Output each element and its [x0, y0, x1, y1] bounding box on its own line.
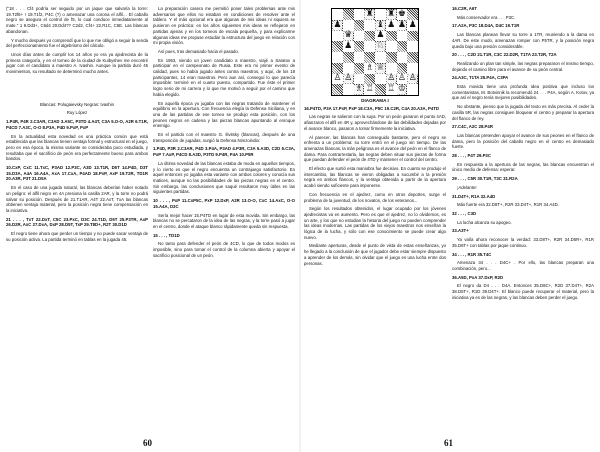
- board-square: [386, 84, 397, 95]
- paragraph: Ya valía ahora reconocer la verdad: 33.D8T+, R2R 34.D5R+, R1R 35.D8T+ con tablas por jaque continuo.: [452, 237, 594, 248]
- board-square: [375, 52, 386, 63]
- board-square: [375, 20, 386, 31]
- paragraph: Unos días antes de cumplir los 14 años yo era ya ajedrecista de la primera categoría, y en el torneo de la ciudad de Kuibyshev me encontré jugar con el candidato a maestro A. Ivashin. Aunque la partida duró 45 movimientos, su resultado se determinó mucho antes.: [6, 51, 148, 75]
- paragraph: No obstante, pienso que la jugada del texto es más precisa. Al ceder la casilla 5R, las negras consiguen bloquear el centro y preparar la apertura del flanco de rey.: [452, 104, 594, 121]
- move-notation: 1.P4R, P4R 2.C3AR, C3AD 3.A5C, P3TD 4.A4T, C3A 5.O-O, A2R 6.T1R, P4CD 7.A3C, O-O 8.P3A, P4D 9.PxP, PxP: [6, 119, 148, 130]
- right-page-column-2: [452, 6, 594, 436]
- board-square: [364, 74, 375, 85]
- chess-piece: ♗: [365, 62, 374, 73]
- chess-piece: ♖: [387, 84, 396, 95]
- paragraph: La preparación casera me permitió poner tales problemas ante mis adversarios que ellos no estaban en condiciones de resolver ante el tablero. Y el más opcional era que algunas de mis ideas ni siquiera se pusieron en práctica: en los años siguientes mis ideas se reflejaron en partidas ajenas y en los torneos de escala pequeña, y para explicarme algunas ideas me propuse estudiar la estructura del juego en relación con mi propia visión.: [153, 6, 295, 46]
- paragraph: Y mucho después yo comprendí que lo que me obligó a seguir la senda del perfeccionamiento fue el algebrismo del cálculo.: [6, 37, 148, 49]
- board-square: [343, 84, 354, 95]
- board-square: [354, 20, 365, 31]
- paragraph: Al parecer, las blancas han conseguido bastante, pero el negro se enfrenta a un problema: su torre entró en el juego sin tiempo. De las amenazas blancas, la más peligrosa es el avance del peón en el flanco de dama. Para contrarrestarla, las negras deben situar sus piezas de forma que puedan defender el peón de 4TD y mantener el control del centro.: [304, 134, 446, 163]
- paragraph: No tanto para defender el peón de 4CD, lo que de todos modos es imposible, sino para tomar el control de la columna abierta y apoyar el sacrificio posicional de un peón.: [153, 241, 295, 258]
- paragraph: El efecto que surtió esta maniobra fue decisivo. En cuanto se produjo el intercambio, las blancas se vieron obligadas a sucumbir a la presión negra en ambos flancos, y la ventaja obtenida a partir de la apertura acabó siendo suficiente para imponerse.: [304, 166, 446, 189]
- page-number-right: 61: [444, 438, 453, 448]
- board-square: [364, 63, 375, 74]
- board-square: [375, 63, 386, 74]
- board-square: [343, 41, 354, 52]
- board-square: [397, 84, 408, 95]
- board-square: [354, 84, 365, 95]
- move-notation: 20 . . . , C2D 21.T1R, C3C 22.D2R, T1TA 23.T2R, T2A: [452, 52, 557, 58]
- board-square: [397, 41, 408, 52]
- paragraph: Realizando un plan tan simple, las negras prepararon el mismo tiempo, dejando el camino libre para el avance de su peón central.: [452, 60, 594, 72]
- chess-piece: ♟: [333, 19, 342, 30]
- board-square: [332, 74, 343, 85]
- paragraph: Mediante aperturas, desde el punto de vista de estas enseñanzas, yo he llegado a la conclusión de que el jugador debe estar siempre dispuesto a aprender de los demás, sin olvidar que el juego es una lucha entre dos personas.: [304, 243, 446, 266]
- board-square: [386, 9, 397, 20]
- left-page-column-2: [153, 6, 295, 436]
- board-square: [397, 20, 408, 31]
- board-square: [354, 74, 365, 85]
- paragraph: El negro da D4 . . . D4A. Entonces 35.D8C+, R2D 37.D4T+, R2A 38.D5T+, R1D 39.D4T+. El blanco puede recuperar el material, pero la iniciativa ya es de las negras, y las blancas deben perder el juego.: [452, 283, 594, 300]
- paragraph: El negro tiene ahora que perder un tiempo y no puede sacar ventaja de su posición activa. La partida terminó en tablas en la jugada 45.: [6, 231, 148, 242]
- board-square: [407, 41, 418, 52]
- chess-piece: ♙: [387, 73, 396, 84]
- paragraph: ("18 . . . Cf4 podría ser seguido por un jaque que salvaría la torre: 19.T2f6+ ! 19.T1f2, P4C (?) o amenazar una corona el alfil… El caballo negro se asegura el control de f5, lo cual conduce inmediatamente al mate." 1 9.Dd3+, C6d4 20.Dd4?? C2d2, Cf4+ 22.R1C, C6E. Las blancas abandonan.: [6, 6, 148, 34]
- board-square: [332, 52, 343, 63]
- move-notation: 16.C2R, A6T: [452, 6, 477, 11]
- board-square: [364, 84, 375, 95]
- board-square: [332, 84, 343, 95]
- paragraph: La última novedad de las blancas estaba de moda en aquellos tiempos, y lo cierto es que el negro encuentra un contrajuego satisfactorio. En aquel entonces yo jugaba esta variante con ambos colores y conocía sus matices, aunque no las posibilidades de las piezas negras en el centro. Sin embargo, las conclusiones que saqué resultaron muy útiles en las siguientes partidas.: [153, 160, 295, 195]
- move-notation: 16.P4TD, P3A 17.PxP, PxP 18.C3A, P5C 19.C2R, C4A 20.A3A, P4TD: [304, 105, 439, 111]
- paragraph: En respuesta a la apertura de las negras, las blancas encuentran el único medio de defensa: esperar.: [452, 161, 594, 173]
- left-page-column-1: [6, 6, 148, 436]
- board-square: [332, 63, 343, 74]
- paragraph: Ruy López: [66, 110, 88, 116]
- board-square: [407, 84, 418, 95]
- move-notation: 34 . . . , R1R 35.T4C: [452, 251, 492, 257]
- board-square: [386, 41, 397, 52]
- board-square: [343, 74, 354, 85]
- board-square: [407, 63, 418, 74]
- paragraph: Las blancas pretenden apoyar el avance de sus peones en el flanco de dama, pero la posición del caballo negro en el centro es demasiado fuerte.: [452, 132, 594, 150]
- chess-piece: ♔: [397, 84, 406, 95]
- page-number-left: 60: [143, 438, 152, 448]
- chess-piece: ♜: [387, 8, 396, 19]
- chess-piece: ♙: [408, 73, 417, 84]
- chess-piece: ♕: [376, 62, 385, 73]
- paragraph: En aquella época yo jugaba con las negras tratando de mantener el equilibrio en la apertura. Con frecuencia elegía la Defensa Siciliana, y en una de las partidas de ese torneo se produjo esta posición, con los peones negros en cadena y las piezas blancas apuntando al enroque enemigo.: [153, 100, 295, 129]
- move-notation: 27.C4C, A2C 28.P4R: [452, 124, 493, 130]
- board-square: [375, 74, 386, 85]
- board-square: [407, 74, 418, 85]
- move-notation: 36.A5D, PxA 37.DxP, R2D: [452, 274, 504, 280]
- board-square: [343, 63, 354, 74]
- board-square: [354, 52, 365, 63]
- board-square: [354, 41, 365, 52]
- board-square: [354, 63, 365, 74]
- left-page: [0, 0, 298, 452]
- board-square: [343, 20, 354, 31]
- paragraph: En el partido con el maestro G. Ilivitsky (blancas), después de una transposición de jugadas, surgió la Defensa Nimzoindia:: [153, 132, 295, 143]
- chess-piece: ♟: [397, 19, 406, 30]
- paragraph: Así pues, tras demasiado hacia el pasado.: [158, 48, 239, 54]
- move-notation: 15 . . . , TD1D: [153, 232, 180, 238]
- chess-piece: ♟: [408, 19, 417, 30]
- board-square: [386, 20, 397, 31]
- chess-piece: ♟: [344, 41, 353, 52]
- move-notation: 24.A3C, T1TA 25.P4A, C3PA: [452, 75, 509, 81]
- board-square: [375, 41, 386, 52]
- move-notation: 32 . . . , C3D: [452, 210, 477, 216]
- gutter: [299, 0, 301, 452]
- chess-piece: ♟: [376, 30, 385, 41]
- chess-piece: ♗: [354, 84, 363, 95]
- board-square: [343, 31, 354, 42]
- paragraph: Según los resultados obtenidos, el lugar ocupado por los jóvenes ajedrecistas va en aumento. Pero es que el ajedrez, no lo olvidemos, es un arte, y los que no estudian la historia del juego no pueden comprender las ideas modernas. Las partidas de los viejos maestros nos enseñan la lógica de la lucha, y sólo con ese conocimiento se puede crear algo nuevo.: [304, 206, 446, 240]
- chess-piece: ♙: [333, 73, 342, 84]
- move-notation: 10.CxP, CxC 11.TxC, P3AD 12.P3C, A3D 13.T1R, D5T 14.P4D, D3T 15.D3A, A4A 16.A4A, AxA 17.CxA, P4AD 18.PxP, AxP 19.T2R, TD1R 20.A3R, P3T 21.D5A: [6, 165, 148, 182]
- paragraph: En la actualidad esta novedad es una práctica común que está establecida que las blancas tienen ventaja formal y estructural en el juego, pero en esa época, la misma variante se consideraba poco estudiada, y resultaba que el sacrificio de peón era perfectamente bueno para ambos bandos.: [6, 133, 148, 162]
- board-square: [343, 52, 354, 63]
- chess-board: [331, 8, 419, 96]
- board-square: [386, 63, 397, 74]
- paragraph: Más conservador era . . . P3C.: [457, 14, 516, 20]
- board-square: [343, 9, 354, 20]
- board-square: [364, 41, 375, 52]
- paragraph: Sería mejor hacer 15.P4TD en lugar de esta movida. Sin embargo, las blancas no se percataron de la idea de las negras, y la torre pasó a jugar en el centro, donde el ataque blanco rápidamente queda sin respuesta.: [153, 212, 295, 229]
- paragraph: Las blancas planean llevar su torre a 1TR, reuniendo a la dama en 4AR. De este modo, amenazan romper con P5TR, y la posición negra queda bajo una presión considerable.: [452, 32, 594, 49]
- chess-diagram: [331, 8, 419, 104]
- paragraph: En el caso de una jugada natural, las blancas deberían haber notado un peligro: el alfil negro en 4A presiona la casilla 2AR, y la torre no podrá salvar su posición. Después de 21.T1AR, A4T 22.AxT, TxA las blancas obtienen ventaja material, pero la posición negra tiene compensación en la iniciativa.: [6, 185, 148, 213]
- paragraph: Blancas: Polugaievsky Negras: Ivashin: [39, 101, 115, 107]
- board-square: [364, 20, 375, 31]
- move-notation: 21 . . . , TxT 22.DxT, C5C 23.PxC, D3C 24.T1D, D5T 25.P3TR, AxP 26.D2R, AxC 27.DxA, DxP 28.D5T, TxP 29.T8D+, R2T 30.D1D: [6, 216, 148, 228]
- paragraph: Las negras se salieron con la suya. Por un peón ganaron el punto 4AD, afianzaron el alfil en 4R y, aprovechándose de las debilidades dejadas por el avance blanco, pasaron a tomar firmemente la iniciativa.: [304, 114, 446, 131]
- move-notation: 31.D4T+, R1A 32.A4D: [452, 193, 496, 199]
- chess-piece: ♙: [397, 73, 406, 84]
- board-square: [354, 9, 365, 20]
- chess-piece: ♚: [397, 8, 406, 19]
- chess-piece: ♙: [344, 73, 353, 84]
- paragraph: Más fuerte era 32.D8T+, R2R 33.D4T+, R1R 34.A4D.: [457, 202, 559, 208]
- board-square: [397, 63, 408, 74]
- board-square: [407, 52, 418, 63]
- move-notation: 29 . . . , C5R 30.T1R, T3C 31.R2A: [452, 176, 518, 182]
- paragraph: En 1953, siendo un joven candidato a maestro, viajé a Saratov a participar en el campeonato de Rusia. Este era mi primer evento de calidad, pues no había jugado antes contra maestros, y aquí, de los 18 participantes, 14 eran maestros. Pero aun así, conseguí lo que parecía imposible: terminé en el cuarto puesto, compartido. Fue éste el primer logro serio de mi carrera y lo que me motivó a seguir por el camino que había elegido.: [153, 57, 295, 97]
- board-square: [375, 31, 386, 42]
- board-square: [364, 31, 375, 42]
- paragraph: Con frecuencia en el ajedrez, como en otros deportes, surge el problema de la juventud, de los novatos, de los veteranos...: [304, 191, 446, 203]
- right-page: [302, 0, 600, 452]
- board-square: [354, 31, 365, 42]
- move-notation: 10 . . . , PxP 11.CxP5C, PxP 12.DxP, A2R 13.O-O, CxC 14.AxC, O-O 15.A4A, D3C: [153, 198, 295, 209]
- paragraph: [6, 78, 148, 102]
- board-square: [397, 31, 408, 42]
- chess-piece: ♟: [387, 19, 396, 30]
- board-square: [407, 9, 418, 20]
- board-square: [407, 20, 418, 31]
- board-square: [386, 74, 397, 85]
- paragraph: Esta movida tiene una profunda idea positiva que incluso los comentaristas, M. Botvinnik la recomendó 24 . . . P4A, según A. Kotov, ya que así el negro tenía mejores posibilidades.: [452, 84, 594, 101]
- diagram-caption: DIAGRAMA I: [361, 98, 389, 103]
- board-square: [332, 31, 343, 42]
- board-square: [407, 31, 418, 42]
- right-page-column-1-text: [304, 106, 446, 267]
- paragraph: ¡Adelante!: [457, 184, 477, 190]
- board-square: [364, 9, 375, 20]
- board-square: [375, 9, 386, 20]
- board-square: [332, 9, 343, 20]
- chess-piece: ♖: [365, 84, 374, 95]
- right-page-column-1: [304, 6, 446, 436]
- board-square: [332, 41, 343, 52]
- move-notation: 1.P4D, P3R 2.C3AR, P4D 3.P4A, P3AD 4.P3R, C3A 5.A3D, C2D 6.C3A, PxP 7.AxP, P4CD 8.A3D, P3TD 9.P4R, P4A 10.P5R: [153, 146, 295, 158]
- paragraph: Amenaza 34 . . . D4C+ . Por ello, las blancas preparan una combinación, pero...: [452, 260, 594, 271]
- board-square: [375, 84, 386, 95]
- board-square: [397, 9, 408, 20]
- board-square: [386, 52, 397, 63]
- board-square: [386, 31, 397, 42]
- board-square: [397, 74, 408, 85]
- board-square: [364, 52, 375, 63]
- chess-piece: ♝: [376, 19, 385, 30]
- move-notation: 33.A3T+: [452, 228, 469, 234]
- chess-piece: ♛: [344, 30, 353, 41]
- move-notation: 28 . . . , P4T 29.P3C: [452, 153, 491, 159]
- chess-piece: ♘: [376, 41, 385, 52]
- board-square: [332, 20, 343, 31]
- paragraph: La lucha alcanza su apogeo.: [457, 219, 512, 225]
- board-square: [397, 52, 408, 63]
- chess-piece: ♜: [365, 8, 374, 19]
- move-notation: 17.A2A, P3C 18.D4A, D4C 19.T1R: [452, 23, 520, 29]
